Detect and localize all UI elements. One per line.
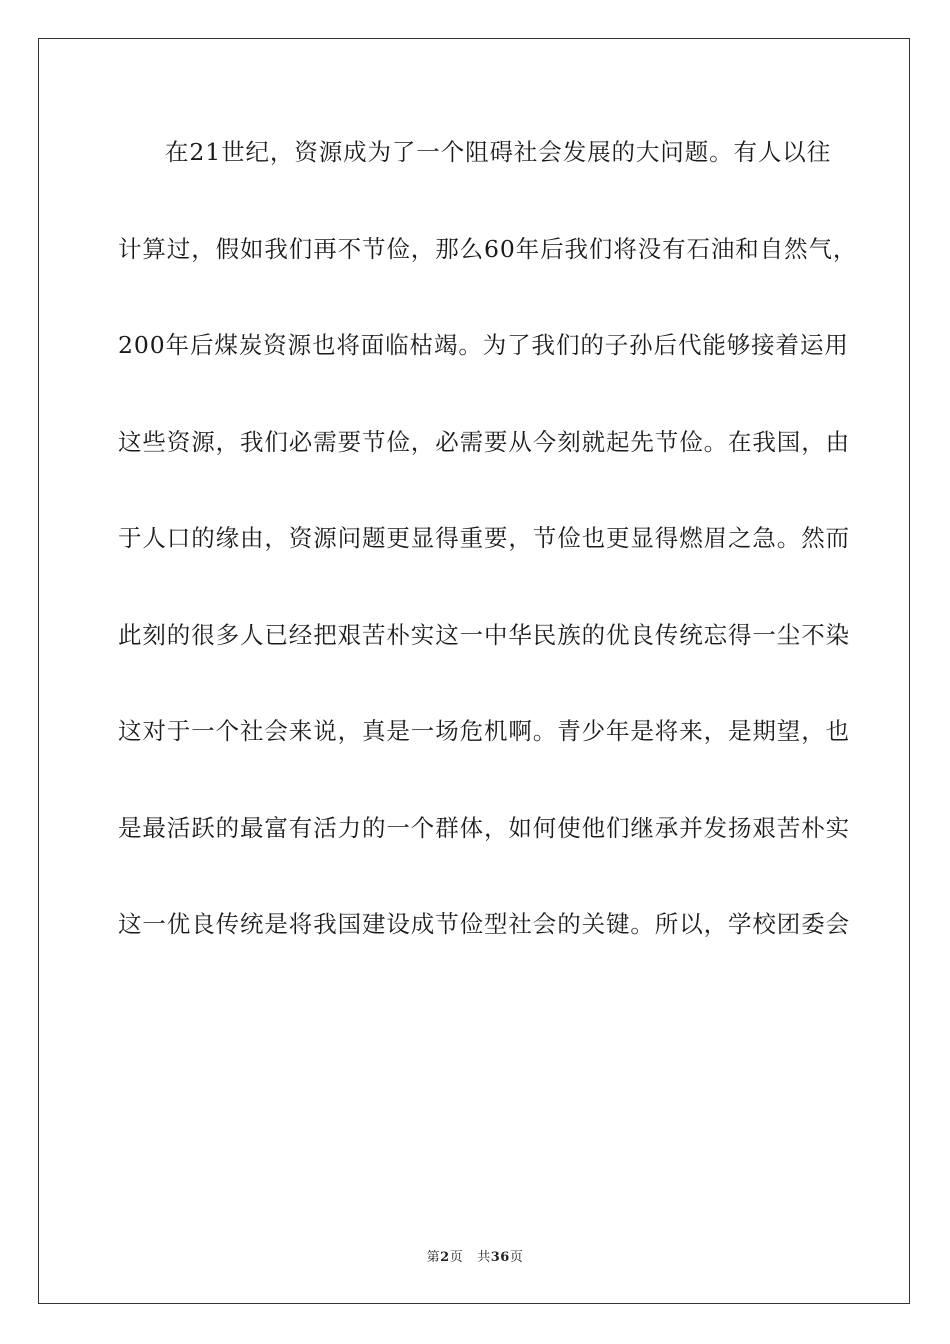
text-line-2: 计算过，假如我们再不节俭，那么60年后我们将没有石油和自然气， [118,234,858,263]
total-pages: 36 [490,1250,510,1265]
page-footer [0,1246,950,1265]
text-line-8: 是最活跃的最富有活力的一个群体，如何使他们继承并发扬艰苦朴实 [118,813,850,842]
total-suffix: 页 [509,1250,524,1265]
text-line-4: 这些资源，我们必需要节俭，必需要从今刻就起先节俭。在我国，由 [118,427,850,456]
text-line-9: 这一优良传统是将我国建设成节俭型社会的关键。所以，学校团委会 [118,910,850,938]
document-body [118,126,858,995]
text-line-5: 于人口的缘由，资源问题更显得重要，节俭也更显得燃眉之急。然而 [118,524,850,552]
page-number: 2 [440,1250,450,1265]
total-prefix: 共 [477,1250,491,1265]
text-line-6: 此刻的很多人已经把艰苦朴实这一中华民族的优良传统忘得一尘不染 [118,620,850,649]
page-suffix: 页 [449,1250,464,1265]
text-line-7: 这对于一个社会来说，真是一场危机啊。青少年是将来，是期望，也 [118,717,850,745]
page-prefix: 第 [426,1250,441,1265]
text-line-3: 200年后煤炭资源也将面临枯竭。为了我们的子孙后代能够接着运用 [118,331,849,359]
text-line-1: 在21世纪，资源成为了一个阻碍社会发展的大问题。有人以往 [165,138,832,166]
